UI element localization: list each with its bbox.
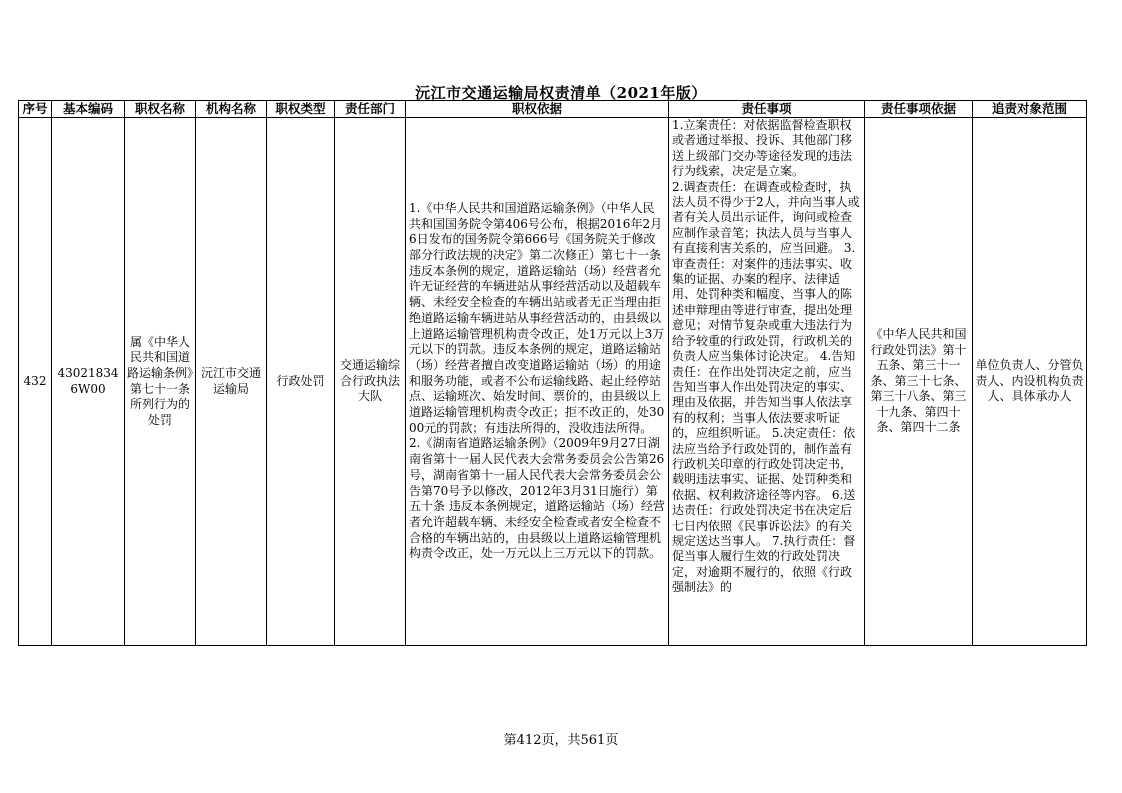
- header-duty-basis: 责任事项依据: [865, 101, 973, 118]
- basis-text: 1.《中华人民共和国道路运输条例》（中华人民共和国国务院令第406号公布，根据2016年2月6日发布的国务院令第666号《国务院关于修改部分行政法规的决定》第二次修正）第七十一条 违反本条例的规定，道路运输站（场）经营者允许无证经营的车辆进站从事经营活动以及超载车辆、未经安全检查的车辆出站或者无正当理由拒绝道路运输车辆进站从事经营活动的，由县级以上道路运输管理机构责令改正，处1万元以上3万元以下的罚款。违反本条例的规定，道路运输站（场）经营者擅自改变道路运输站（场）的用途和服务功能，或者不公布运输线路、起止经停站点、运输班次、始发时间、票价的，由县级以上道路运输管理机构责令改正；拒不改正的，处3000元的罚款；有违法所得的，没收违法所得。 2.《湖南省道路运输条例》（2009年9月27日湖南省第十一届人民代表大会常务委员会公告第26号，湖南省第十一届人民代表大会常务委员会公告第70号予以修改，2012年3月31日施行）第五十条 违反本条例规定，道路运输站（场）经营者允许超载车辆、未经安全检查或者安全检查不合格的车辆出站的，由县级以上道路运输管理机构责令改正，处一万元以上三万元以下的罚款。: [409, 200, 665, 561]
- header-basis: 职权依据: [406, 101, 669, 118]
- header-power-type: 职权类型: [267, 101, 335, 118]
- header-org-name: 机构名称: [196, 101, 267, 118]
- duties-text: 1.立案责任：对依据监督检查职权或者通过举报、投诉、其他部门移送上级部门交办等途径发现的违法行为线索，决定是立案。 2.调查责任：在调查或检查时，执法人员不得少于2人，并向当事人或者有关人员出示证件，询问或检查应制作录音笔；执法人员与当事人有直接利害关系的，应当回避。 3.审查责任：对案件的违法事实、收集的证据、办案的程序、法律适用、处罚种类和幅度、当事人的陈述申辩理由等进行审查，提出处理意见；对情节复杂或重大违法行为给予较重的行政处罚，行政机关的负责人应当集体讨论决定。 4.告知责任：在作出处罚决定之前，应当告知当事人作出处罚决定的事实、理由及依据，并告知当事人依法享有的权利；当事人依法要求听证的，应组织听证。 5.决定责任：依法应当给予行政处罚的，制作盖有行政机关印章的行政处罚决定书，载明违法事实、证据、处罚种类和依据、权利救济途径等内容。 6.送达责任：行政处罚决定书在决定后七日内依照《民事诉讼法》的有关规定送达当事人。 7.执行责任：督促当事人履行生效的行政处罚决定，对逾期不履行的，依照《行政强制法》的: [672, 118, 860, 595]
- cell-power-type: 行政处罚: [267, 118, 335, 646]
- header-dept: 责任部门: [335, 101, 406, 118]
- header-seq: 序号: [19, 101, 52, 118]
- cell-code: 430218346W00: [52, 118, 125, 646]
- cell-duties: [669, 118, 865, 646]
- page-footer: 第412页，共561页: [503, 733, 619, 748]
- table-row: [19, 118, 1087, 646]
- header-code: 基本编码: [52, 101, 125, 118]
- cell-power-name: 属《中华人民共和国道路运输条例》第七十一条所列行为的处罚: [125, 118, 196, 646]
- header-accountability: 追责对象范围: [973, 101, 1087, 118]
- header-power-name: 职权名称: [125, 101, 196, 118]
- header-duties: 责任事项: [669, 101, 865, 118]
- cell-accountability: 单位负责人、分管负责人、内设机构负责人、具体承办人: [973, 118, 1087, 646]
- page-title: 沅江市交通运输局权责清单（2021年版）: [415, 84, 707, 102]
- cell-seq: 432: [19, 118, 52, 646]
- power-list-table: [18, 100, 1087, 646]
- table-header-row: [19, 101, 1087, 118]
- cell-dept: 交通运输综合行政执法大队: [335, 118, 406, 646]
- cell-org-name: 沅江市交通运输局: [196, 118, 267, 646]
- cell-duty-basis: 《中华人民共和国行政处罚法》第十五条、第三十一条、第三十七条、第三十八条、第三十九条、第四十条、第四十二条: [865, 118, 973, 646]
- cell-basis: [406, 118, 669, 646]
